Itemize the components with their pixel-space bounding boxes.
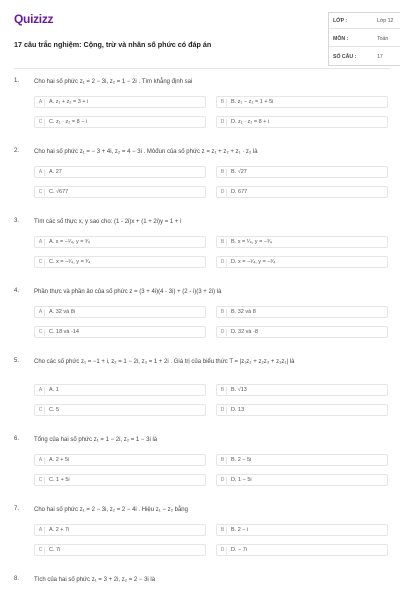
answer-option-d[interactable]	[216, 474, 388, 486]
option-text: D. − 7i	[231, 547, 248, 553]
option-text: A. 2 + 5i	[49, 457, 70, 463]
option-text: B. 2 − i	[231, 527, 249, 533]
option-letter: B	[219, 99, 227, 106]
info-label-subject: MÔN :	[333, 36, 349, 42]
option-text: B. √27	[231, 169, 247, 175]
option-text: B. 32 và 8	[231, 309, 256, 315]
option-text: C. 5	[49, 407, 60, 413]
info-row-grade	[329, 13, 400, 29]
answer-option-b[interactable]	[216, 166, 388, 178]
answer-option-a[interactable]	[34, 96, 206, 108]
option-text: D. 1 − 5i	[231, 477, 252, 483]
answer-option-c[interactable]	[34, 404, 206, 416]
option-letter: A	[37, 387, 45, 394]
answer-option-c[interactable]	[34, 116, 206, 128]
answer-option-a[interactable]	[34, 166, 206, 178]
option-letter: C	[37, 407, 45, 414]
option-text: A. z₁ + z₂ = 3 + i	[49, 99, 89, 105]
info-label-count: SỐ CÂU :	[333, 54, 357, 60]
question-number: 3.	[14, 218, 20, 224]
option-letter: B	[219, 169, 227, 176]
option-text: C. 18 và -14	[49, 329, 79, 335]
question-number: 8.	[14, 576, 20, 582]
option-letter: B	[219, 239, 227, 246]
option-letter: C	[37, 119, 45, 126]
answer-option-a[interactable]	[34, 236, 206, 248]
answer-option-d[interactable]	[216, 116, 388, 128]
answer-option-d[interactable]	[216, 326, 388, 338]
question-text: Cho hai số phức z₁ = 2 − 3i, z₂ = 1 − 2i . Tìm khẳng định sai	[34, 79, 193, 85]
question-number: 4.	[14, 288, 20, 294]
info-value-count: 17	[377, 54, 383, 60]
info-value-grade: Lớp 12	[377, 18, 394, 24]
option-text: A. x = −¹⁄₄, y = ³⁄₄	[49, 239, 91, 245]
question-text: Tích của hai số phức z₁ = 3 + 2i, z₂ = 2 − 3i là	[34, 577, 156, 583]
option-letter: C	[37, 189, 45, 196]
option-text: A. 1	[49, 387, 59, 393]
option-letter: A	[37, 99, 45, 106]
answer-option-c[interactable]	[34, 326, 206, 338]
option-letter: D	[219, 189, 227, 196]
option-letter: A	[37, 527, 45, 534]
question-text: Tìm các số thực x, y sao cho: (1 - 2i)x + (1 + 2i)y = 1 + i	[34, 219, 182, 225]
answer-option-b[interactable]	[216, 524, 388, 536]
option-text: C. z₁ · z₂ = 8 − i	[49, 119, 88, 125]
option-text: B. x = ¹⁄₄, y = −³⁄₄	[231, 239, 273, 245]
option-text: B. √13	[231, 387, 247, 393]
answer-option-b[interactable]	[216, 384, 388, 396]
info-value-subject: Toán	[377, 36, 389, 42]
question-8	[14, 576, 390, 600]
answer-option-d[interactable]	[216, 544, 388, 556]
question-text: Cho hai số phức z₁ = 2 − 3i, z₂ = 2 − 4i . Hiệu z₁ − z₂ bằng	[34, 507, 188, 513]
option-letter: D	[219, 407, 227, 414]
answer-option-b[interactable]	[216, 236, 388, 248]
answer-option-a[interactable]	[34, 306, 206, 318]
question-4	[14, 288, 390, 348]
option-letter: B	[219, 527, 227, 534]
option-letter: D	[219, 329, 227, 336]
info-label-grade: LỚP :	[333, 18, 348, 24]
option-letter: D	[219, 259, 227, 266]
question-3	[14, 218, 390, 278]
option-text: C. 7i	[49, 547, 61, 553]
document-header	[14, 10, 394, 62]
question-number: 7.	[14, 506, 20, 512]
option-text: A. 2 + 7i	[49, 527, 70, 533]
answer-option-c[interactable]	[34, 474, 206, 486]
answer-option-c[interactable]	[34, 256, 206, 268]
question-1	[14, 78, 390, 138]
option-letter: B	[219, 309, 227, 316]
question-text: Tổng của hai số phức z₁ = 1 − 2i, z₂ = 1 − 3i là	[34, 437, 158, 443]
answer-option-b[interactable]	[216, 96, 388, 108]
option-text: B. z₁ − z₂ = 1 + 5i	[231, 99, 274, 105]
option-letter: C	[37, 259, 45, 266]
question-6	[14, 436, 390, 496]
option-text: D. z₁ · z₂ = 8 + i	[231, 119, 270, 125]
option-text: D. x = −¹⁄₄, y = −³⁄₄	[231, 259, 276, 265]
option-letter: C	[37, 477, 45, 484]
option-text: D. 32 và -8	[231, 329, 258, 335]
option-text: D. 677	[231, 189, 248, 195]
option-letter: C	[37, 329, 45, 336]
info-box	[328, 12, 400, 66]
option-text: C. 1 + 5i	[49, 477, 70, 483]
question-5	[14, 358, 390, 418]
answer-option-d[interactable]	[216, 256, 388, 268]
question-number: 1.	[14, 78, 20, 84]
option-letter: C	[37, 547, 45, 554]
option-letter: B	[219, 457, 227, 464]
question-number: 6.	[14, 436, 20, 442]
answer-option-c[interactable]	[34, 544, 206, 556]
option-letter: A	[37, 169, 45, 176]
answer-option-d[interactable]	[216, 186, 388, 198]
question-number: 5.	[14, 358, 20, 364]
answer-option-c[interactable]	[34, 186, 206, 198]
question-text: Cho các số phức z₁ = −1 + i, z₂ = 1 − 2i, z₃ = 1 + 2i . Giá trị của biểu thức T = |z₁z₂ + z₂z₃ + z₃z₁| là	[34, 359, 295, 365]
answer-option-b[interactable]	[216, 306, 388, 318]
option-text: A. 32 và 8i	[49, 309, 75, 315]
question-number: 2.	[14, 148, 20, 154]
option-letter: B	[219, 387, 227, 394]
option-text: D. 13	[231, 407, 245, 413]
option-letter: D	[219, 119, 227, 126]
option-letter: A	[37, 457, 45, 464]
answer-option-b[interactable]	[216, 454, 388, 466]
question-2	[14, 148, 390, 208]
option-letter: A	[37, 239, 45, 246]
info-row-subject	[329, 31, 400, 47]
option-letter: D	[219, 477, 227, 484]
option-text: B. 2 − 5i	[231, 457, 252, 463]
question-text: Cho hai số phức z₁ = − 3 + 4i, z₂ = 4 − 3i . Môđun của số phức z = z₁ + z₂ + z₁ · z₂ là	[34, 149, 258, 155]
option-letter: D	[219, 547, 227, 554]
answer-option-a[interactable]	[34, 384, 206, 396]
header-divider	[14, 68, 390, 69]
quizizz-logo[interactable]: Quizizz	[14, 12, 54, 26]
question-text: Phần thực và phần ảo của số phức z = (3 + 4i)(4 - 3i) + (2 - i)(3 + 2i) là	[34, 289, 222, 295]
option-letter: A	[37, 309, 45, 316]
answer-option-d[interactable]	[216, 404, 388, 416]
option-text: A. 27	[49, 169, 62, 175]
page-title: 17 câu trắc nghiệm: Cộng, trừ và nhân số phức có đáp án	[14, 40, 212, 49]
info-row-count	[329, 49, 400, 65]
answer-option-a[interactable]	[34, 524, 206, 536]
option-text: C. x = −¹⁄₄, y = ³⁄₄	[49, 259, 91, 265]
option-text: C. √677	[49, 189, 69, 195]
answer-option-a[interactable]	[34, 454, 206, 466]
question-7	[14, 506, 390, 566]
